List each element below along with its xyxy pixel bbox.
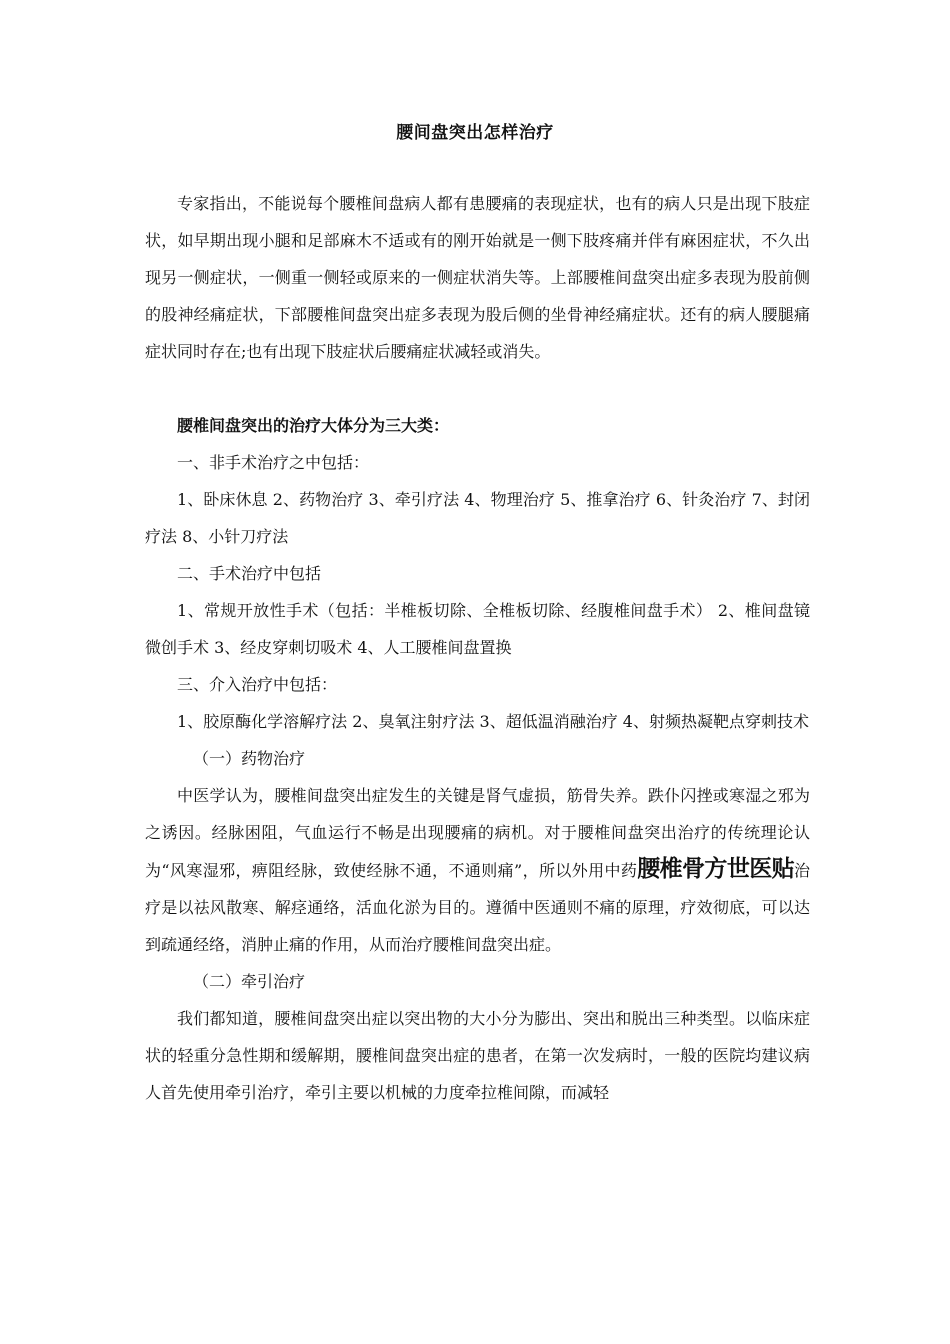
category-two-heading: 二、手术治疗中包括 [177,564,322,583]
document-title: 腰间盘突出怎样治疗 [396,123,554,143]
category-one-items: 1、卧床休息 2、药物治疗 3、牵引疗法 4、物理治疗 5、推拿治疗 6、针灸治疗 7、封闭疗法 8、小针刀疗法 [145,490,810,546]
section-one-text-a: 中医学认为，腰椎间盘突出症发生的关键是肾气虚损，筋骨失养。跌仆闪挫或寒湿之邪为之诱因。经脉困阻，气血运行不畅是出现腰痛的病机。对于腰椎间盘突出治疗的传统理论认为“风寒湿邪，痹阻经脉，致使经脉不通，不通则痛”，所以外用中药 [145,786,810,880]
intro-paragraph: 专家指出，不能说每个腰椎间盘病人都有患腰痛的表现症状，也有的病人只是出现下肢症状，如早期出现小腿和足部麻木不适或有的刚开始就是一侧下肢疼痛并伴有麻困症状，不久出现另一侧症状，一侧重一侧轻或原来的一侧症状消失等。上部腰椎间盘突出症多表现为股前侧的股神经痛症状，下部腰椎间盘突出症多表现为股后侧的坐骨神经痛症状。还有的病人腰腿痛症状同时存在;也有出现下肢症状后腰痛症状减轻或消失。 [145,194,810,361]
categories-heading: 腰椎间盘突出的治疗大体分为三大类： [177,416,450,435]
category-three-heading: 三、介入治疗中包括： [177,675,338,694]
section-one-paragraph [145,777,810,963]
document-body [145,185,810,1111]
paragraph-spacer [145,370,810,407]
section-one-heading: （一）药物治疗 [193,749,306,768]
category-two-items: 1、常规开放性手术（包括：半椎板切除、全椎板切除、经腹椎间盘手术） 2、椎间盘镜微创手术 3、经皮穿刺切吸术 4、人工腰椎间盘置换 [145,601,810,657]
category-three-items: 1、胶原酶化学溶解疗法 2、臭氧注射疗法 3、超低温消融治疗 4、射频热凝靶点穿刺技术 [177,712,809,731]
section-two-heading: （二）牵引治疗 [193,972,306,991]
product-brand-name: 腰椎骨方世医贴 [637,856,794,882]
category-one-heading: 一、非手术治疗之中包括： [177,453,370,472]
section-one-text-b: 治疗是以祛风散寒、解痉通络，活血化淤为目的。遵循中医通则不痛的原理，疗效彻底，可以达到疏通经络，消肿止痛的作用，从而治疗腰椎间盘突出症。 [145,861,810,954]
section-two-paragraph: 我们都知道，腰椎间盘突出症以突出物的大小分为膨出、突出和脱出三种类型。以临床症状的轻重分急性期和缓解期，腰椎间盘突出症的患者，在第一次发病时，一般的医院均建议病人首先使用牵引治疗，牵引主要以机械的力度牵拉椎间隙，而减轻 [145,1009,810,1102]
